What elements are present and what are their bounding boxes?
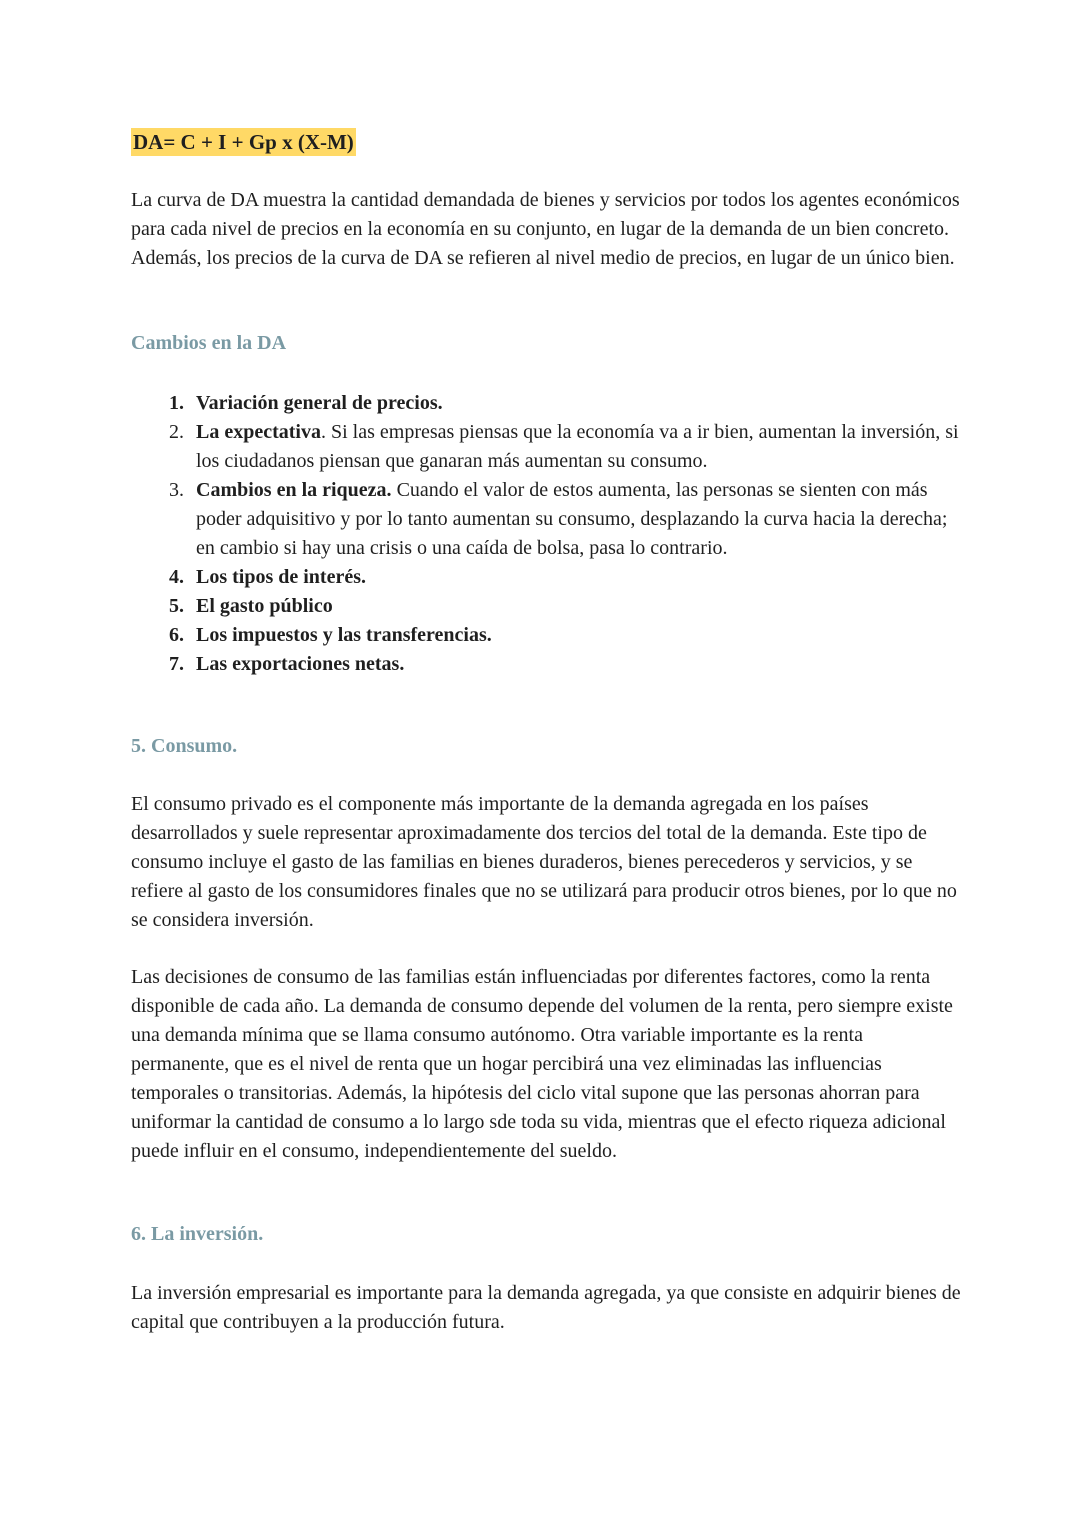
list-item-bold: El gasto público (196, 595, 333, 617)
consumo-paragraph-1: El consumo privado es el componente más importante de la demanda agregada en los países desarrollados y suele representar aproximadamente dos tercios del total de la demanda. Este tipo de consumo incluye el gasto de las familias en bienes duraderos, bienes perecederos y servicios, y se refiere al gasto de los consumidores finales que no se utilizará para producir otros bienes, por lo que no se considera inversión. (131, 793, 957, 931)
inversion-heading: 6. La inversión. (131, 1223, 264, 1245)
list-item (160, 650, 960, 679)
list-item (160, 592, 960, 621)
list-item (160, 418, 960, 476)
consumo-paragraph-2: Las decisiones de consumo de las familias están influenciadas por diferentes factores, como la renta disponible de cada año. La demanda de consumo depende del volumen de la renta, pero siempre existe una demanda mínima que se llama consumo autónomo. Otra variable importante es la renta permanente, que es el nivel de renta que un hogar percibirá una vez eliminadas las influencias temporales o transitorias. Además, la hipótesis del ciclo vital supone que las personas ahorran para uniformar la cantidad de consumo a lo largo sde toda su vida, mientras que el efecto riqueza adicional puede influir en el consumo, independientemente del sueldo. (131, 966, 953, 1162)
list-item (160, 621, 960, 650)
list-number: 7. (169, 653, 184, 675)
list-number: 6. (169, 624, 184, 646)
list-item-bold: Los tipos de interés. (196, 566, 366, 588)
list-number: 4. (169, 566, 184, 588)
formula-highlight: DA= C + I + Gp x (X-M) (133, 130, 354, 154)
list-item-bold: Cambios en la riqueza. (196, 479, 392, 501)
list-item-bold: Variación general de precios. (196, 392, 443, 414)
list-item (160, 563, 960, 592)
list-item-text: Cuando el valor de estos aumenta, las personas se sienten con más poder adquisitivo y por lo tanto aumentan su consumo, desplazando la curva hacia la derecha; en cambio si hay una crisis o una caída de bolsa, pasa lo contrario. (196, 479, 948, 559)
list-item (160, 476, 960, 563)
list-item-bold: La expectativa (196, 421, 321, 443)
list-number: 3. (169, 479, 184, 501)
list-number: 1. (169, 392, 184, 414)
consumo-heading: 5. Consumo. (131, 735, 238, 757)
list-item (160, 389, 960, 418)
intro-paragraph: La curva de DA muestra la cantidad demandada de bienes y servicios por todos los agentes económicos para cada nivel de precios en la economía en su conjunto, en lugar de la demanda de un bien concreto. Además, los precios de la curva de DA se refieren al nivel medio de precios, en lugar de un único bien. (131, 189, 960, 269)
cambios-heading: Cambios en la DA (131, 332, 287, 354)
list-number: 2. (169, 421, 184, 443)
list-number: 5. (169, 595, 184, 617)
inversion-paragraph: La inversión empresarial es importante para la demanda agregada, ya que consiste en adquirir bienes de capital que contribuyen a la producción futura. (131, 1282, 961, 1333)
cambios-list (160, 389, 960, 679)
list-item-text: . Si las empresas piensas que la economía va a ir bien, aumentan la inversión, si los ciudadanos piensan que ganaran más aumentan su consumo. (196, 421, 959, 472)
list-item-bold: Los impuestos y las transferencias. (196, 624, 492, 646)
list-item-bold: Las exportaciones netas. (196, 653, 405, 675)
